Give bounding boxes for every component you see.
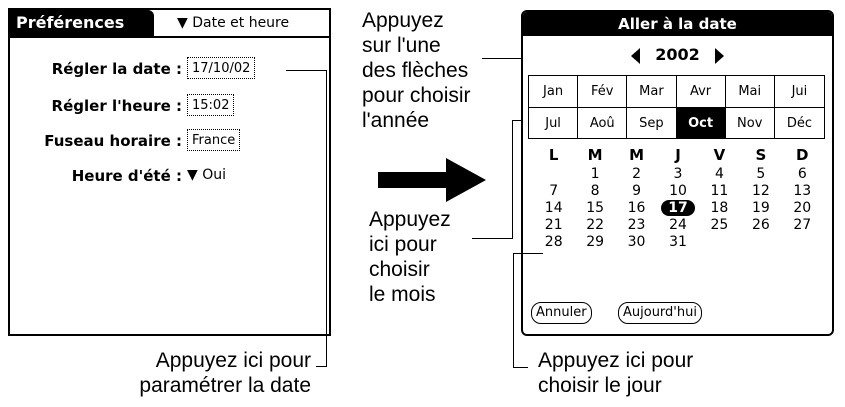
weekday-label: L [548, 146, 559, 164]
week-row [533, 234, 823, 250]
callout-line: choisir le jour [538, 374, 662, 397]
month-cell[interactable]: Déc [786, 116, 812, 131]
day-cell[interactable]: 5 [756, 166, 766, 182]
day-cell[interactable]: 30 [627, 234, 646, 250]
category-picker-label: Date et heure [192, 15, 290, 31]
month-cell[interactable]: Avr [677, 76, 726, 108]
leader-line [472, 238, 512, 239]
callout-line: choisir [369, 258, 430, 281]
go-to-date-dialog [521, 10, 834, 336]
callout-choose-year [362, 8, 471, 133]
day-cell[interactable]: 28 [544, 234, 563, 250]
week-row [533, 166, 823, 182]
callout-line: sur l'une [362, 34, 441, 57]
set-time-label: Régler l'heure : [51, 97, 182, 115]
year-selector [523, 45, 832, 64]
week-row [533, 217, 823, 233]
day-cell[interactable]: 10 [669, 183, 687, 199]
week-row [533, 183, 823, 199]
callout-line: pour choisir [362, 84, 471, 107]
day-cell[interactable]: 21 [544, 217, 563, 233]
callout-choose-day [538, 348, 693, 398]
day-cell[interactable]: 25 [710, 217, 729, 233]
year-next-arrow-icon[interactable] [715, 48, 724, 64]
weekday-label: V [713, 146, 726, 164]
month-cell[interactable]: Nov [726, 108, 775, 139]
callout-line: Appuyez ici pour [538, 349, 694, 372]
weekday-label: S [755, 146, 767, 164]
weekday-header [533, 146, 823, 164]
day-cell[interactable]: 1 [590, 166, 600, 182]
day-cell[interactable]: 16 [627, 200, 646, 216]
leader-line [512, 120, 513, 239]
preferences-title: Préférences [10, 10, 154, 36]
month-cell[interactable]: Oct [677, 108, 726, 139]
day-cell[interactable]: 12 [751, 183, 770, 199]
cancel-button[interactable]: Annuler [531, 302, 592, 324]
day-cell[interactable]: 17 [661, 200, 694, 216]
leader-line [513, 253, 543, 254]
callout-line: le mois [369, 283, 436, 306]
dst-value: Oui [202, 167, 227, 183]
day-cell[interactable]: 18 [710, 200, 729, 216]
right-arrow-icon [378, 158, 488, 202]
day-cell[interactable]: 8 [590, 183, 600, 199]
title-underline [10, 36, 329, 38]
category-picker[interactable] [177, 10, 289, 36]
timezone-label: Fuseau horaire : [44, 132, 182, 150]
callout-line: l'année [362, 109, 430, 132]
today-button[interactable]: Aujourd'hui [618, 302, 702, 324]
day-cell[interactable]: 15 [586, 200, 605, 216]
month-cell[interactable]: Fév [578, 76, 627, 108]
day-cell[interactable]: 11 [710, 183, 729, 199]
dropdown-triangle-icon: ▼ [177, 15, 188, 31]
day-cell[interactable]: 4 [714, 166, 724, 182]
empty-day-cell [782, 234, 823, 250]
callout-line: ici pour [369, 233, 437, 256]
set-date-field[interactable]: 17/10/02 [187, 57, 255, 79]
leader-line [513, 253, 514, 368]
dst-picker[interactable] [187, 167, 226, 183]
dialog-title: Aller à la date [523, 12, 832, 36]
empty-day-cell [740, 234, 781, 250]
empty-day-cell [533, 166, 574, 182]
timezone-field[interactable]: France [187, 129, 240, 151]
callout-line: Appuyez [362, 9, 444, 32]
month-cell[interactable]: Mar [627, 76, 676, 108]
leader-line [326, 70, 327, 367]
day-cell[interactable]: 6 [797, 166, 807, 182]
leader-line [286, 70, 326, 71]
month-cell[interactable]: Jan [529, 76, 578, 108]
day-cell[interactable]: 2 [632, 166, 642, 182]
day-cell[interactable]: 19 [751, 200, 770, 216]
year-value: 2002 [655, 45, 700, 64]
day-cell[interactable]: 24 [669, 217, 687, 233]
month-cell[interactable]: Jul [529, 108, 578, 139]
day-cell[interactable]: 7 [549, 183, 559, 199]
day-cell[interactable]: 22 [586, 217, 605, 233]
weekday-label: J [675, 146, 681, 164]
month-grid [528, 75, 825, 139]
set-time-field[interactable]: 15:02 [187, 94, 234, 116]
set-date-label: Régler la date : [51, 60, 182, 78]
callout-choose-month [369, 207, 451, 307]
callout-line: Appuyez ici pour [155, 349, 311, 372]
weekday-label: D [796, 146, 809, 164]
week-row [533, 200, 823, 216]
dst-label: Heure d'été : [71, 167, 182, 185]
month-cell[interactable]: Mai [726, 76, 775, 108]
month-cell[interactable]: Jui [775, 76, 824, 108]
day-cell[interactable]: 27 [793, 217, 812, 233]
day-cell[interactable]: 9 [632, 183, 642, 199]
day-cell[interactable]: 3 [673, 166, 683, 182]
leader-line [316, 366, 326, 367]
year-prev-arrow-icon[interactable] [631, 48, 640, 64]
callout-line: paramétrer la date [139, 374, 311, 397]
callout-set-date [128, 348, 311, 398]
dropdown-triangle-icon: ▼ [187, 167, 198, 183]
day-cell[interactable]: 23 [627, 217, 646, 233]
day-cell[interactable]: 13 [793, 183, 812, 199]
day-cell[interactable]: 14 [544, 200, 563, 216]
day-cell[interactable]: 31 [669, 234, 687, 250]
day-cell[interactable]: 20 [793, 200, 812, 216]
weekday-label: M [587, 146, 603, 164]
preferences-screen [8, 8, 331, 336]
callout-line: Appuyez [369, 208, 451, 231]
leader-line [513, 367, 528, 368]
weekday-label: M [629, 146, 645, 164]
day-cell[interactable]: 29 [586, 234, 605, 250]
month-cell[interactable]: Sep [627, 108, 676, 139]
callout-line: des flèches [362, 59, 469, 82]
day-cell[interactable]: 26 [751, 217, 770, 233]
month-cell[interactable]: Aoû [578, 108, 627, 139]
empty-day-cell [699, 234, 740, 250]
